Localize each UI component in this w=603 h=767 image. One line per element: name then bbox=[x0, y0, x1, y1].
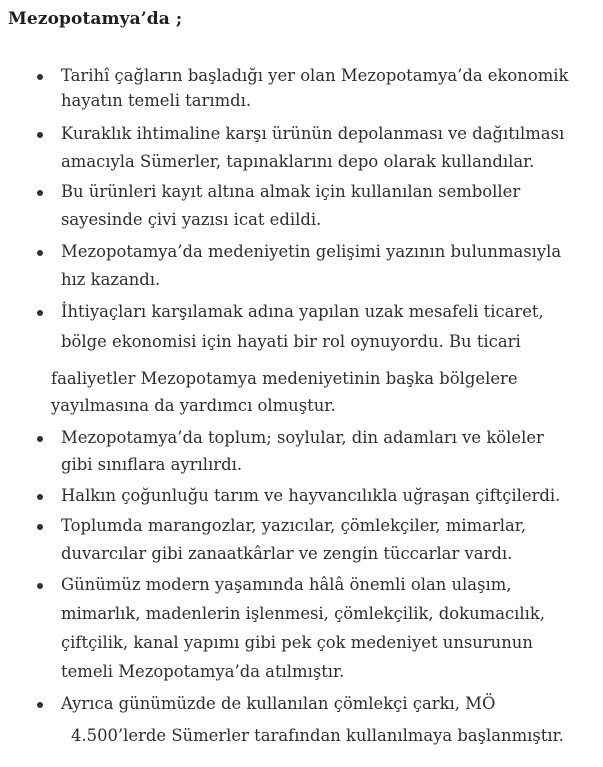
list-item-line: Bu ürünleri kayıt altına almak için kullanılan semboller bbox=[61, 182, 521, 201]
list-item-line: faaliyetler Mezopotamya medeniyetinin başka bölgelere bbox=[51, 369, 518, 388]
list-item-line: çiftçilik, kanal yapımı gibi pek çok medeniyet unsurunun bbox=[61, 633, 533, 652]
list-item-line: hayatın temeli tarımdı. bbox=[61, 91, 252, 110]
list-item-line: Günümüz modern yaşamında hâlâ önemli olan ulaşım, bbox=[61, 575, 512, 594]
list-item-line: Halkın çoğunluğu tarım ve hayvancılıkla uğraşan çiftçilerdi. bbox=[61, 486, 561, 505]
list-bullet bbox=[37, 190, 43, 196]
list-bullet bbox=[37, 132, 43, 138]
list-item-line: yayılmasına da yardımcı olmuştur. bbox=[51, 396, 336, 415]
list-item-line: gibi sınıflara ayrılırdı. bbox=[61, 455, 243, 474]
list-item-line: İhtiyaçları karşılamak adına yapılan uzak mesafeli ticaret, bbox=[61, 302, 544, 321]
list-item-line: amacıyla Sümerler, tapınaklarını depo olarak kullandılar. bbox=[61, 152, 535, 171]
list-bullet bbox=[37, 524, 43, 530]
list-bullet bbox=[37, 494, 43, 500]
list-item-line: hız kazandı. bbox=[61, 270, 161, 289]
list-item-line: Mezopotamya’da toplum; soylular, din adamları ve köleler bbox=[61, 428, 544, 447]
page-heading: Mezopotamya’da ; bbox=[8, 9, 183, 29]
list-item-line: Kuraklık ihtimaline karşı ürünün depolanması ve dağıtılması bbox=[61, 124, 565, 143]
list-item-line: sayesinde çivi yazısı icat edildi. bbox=[61, 210, 322, 229]
list-item-line: duvarcılar gibi zanaatkârlar ve zengin tüccarlar vardı. bbox=[61, 544, 513, 563]
list-item-line: mimarlık, madenlerin işlenmesi, çömlekçilik, dokumacılık, bbox=[61, 604, 546, 623]
list-item-line: Mezopotamya’da medeniyetin gelişimi yazının bulunmasıyla bbox=[61, 242, 562, 261]
list-bullet bbox=[37, 436, 43, 442]
list-bullet bbox=[37, 74, 43, 80]
list-item-line: temeli Mezopotamya’da atılmıştır. bbox=[61, 662, 345, 681]
list-item-line: 4.500’lerde Sümerler tarafından kullanılmaya başlanmıştır. bbox=[71, 726, 564, 745]
list-item-line: Toplumda marangozlar, yazıcılar, çömlekçiler, mimarlar, bbox=[61, 516, 527, 535]
list-bullet bbox=[37, 702, 43, 708]
list-bullet bbox=[37, 583, 43, 589]
list-item-line: Ayrıca günümüzde de kullanılan çömlekçi çarkı, MÖ bbox=[61, 694, 496, 713]
list-bullet bbox=[37, 250, 43, 256]
list-item-line: bölge ekonomisi için hayati bir rol oynuyordu. Bu ticari bbox=[61, 332, 521, 351]
list-bullet bbox=[37, 310, 43, 316]
list-item-line: Tarihî çağların başladığı yer olan Mezopotamya’da ekonomik bbox=[61, 66, 569, 85]
